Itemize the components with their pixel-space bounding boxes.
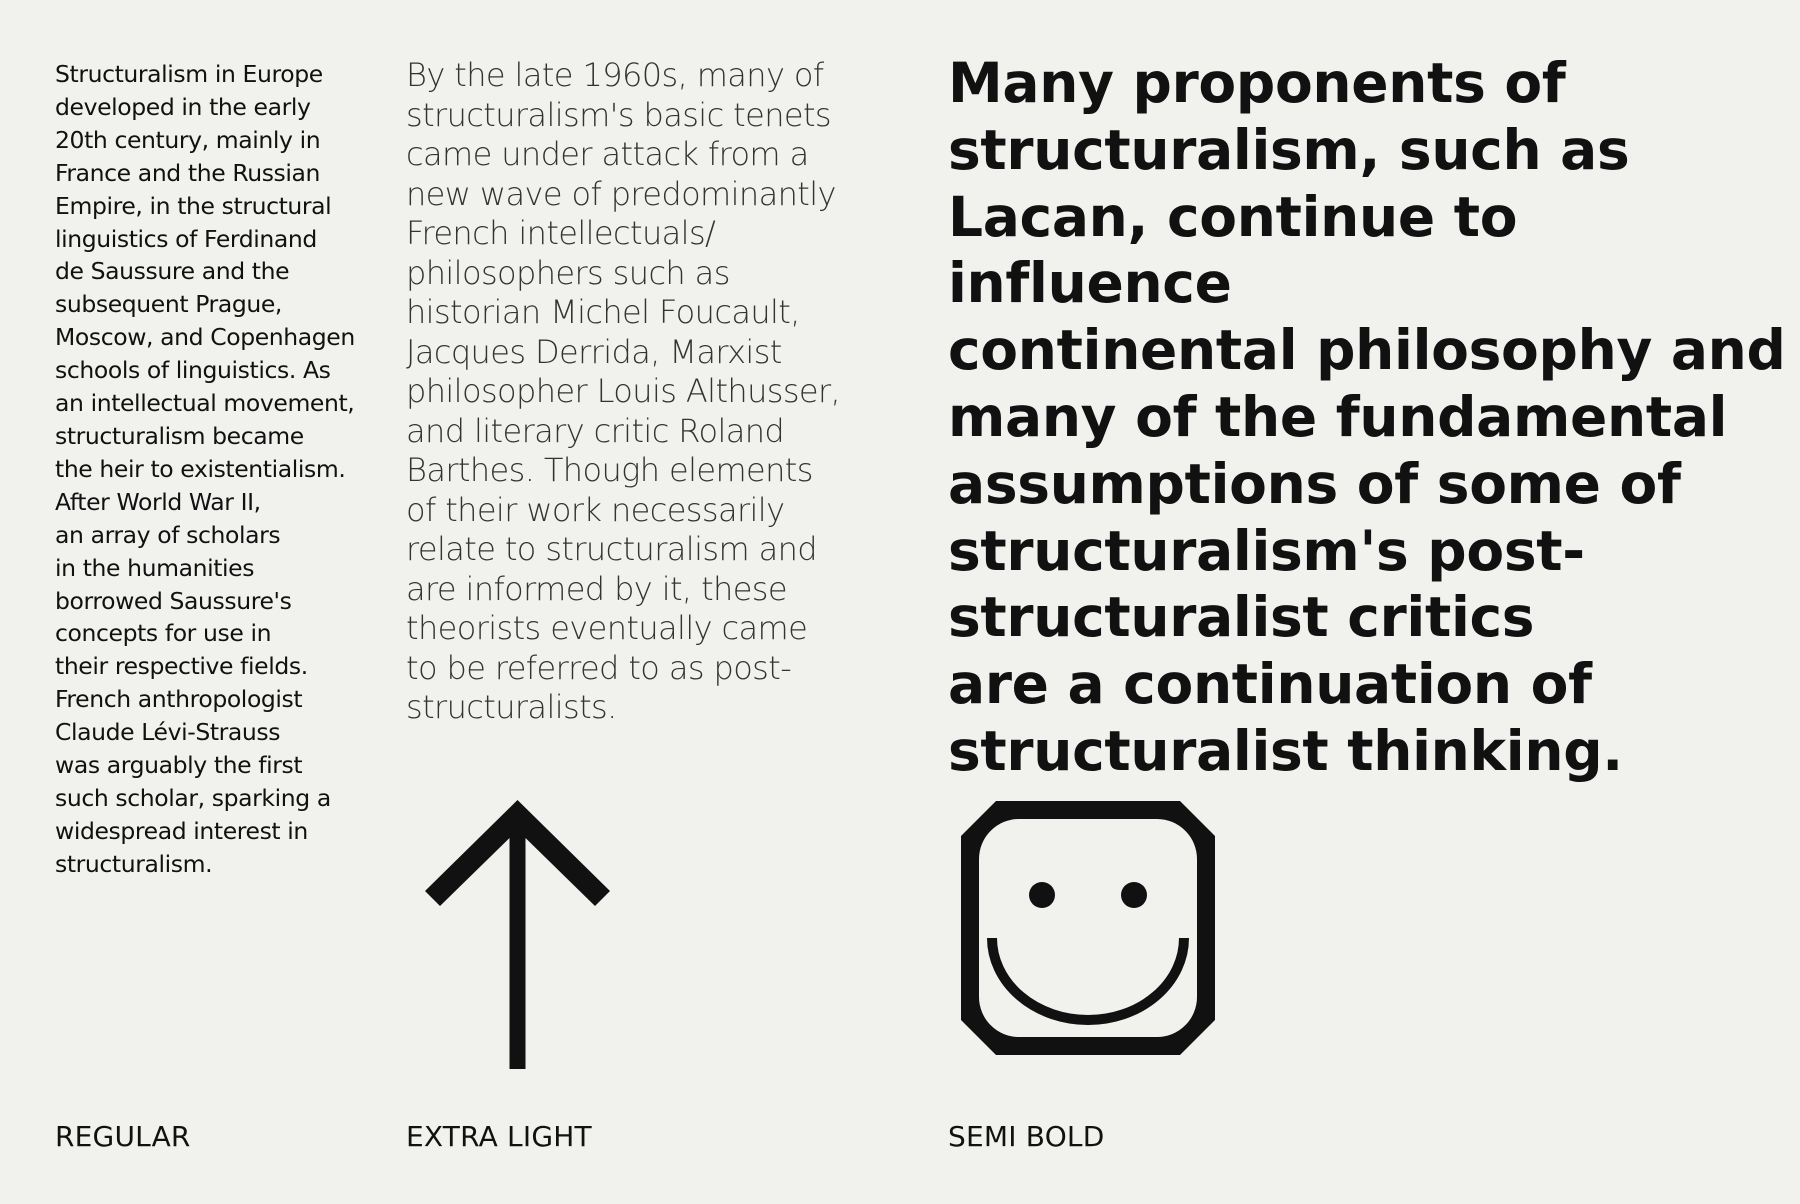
weight-label-regular: REGULAR — [55, 1120, 191, 1153]
extra-light-specimen-text: By the late 1960s, many of structuralism's basic tenets came under attack from a new wave of predominantly French intellectuals/ philosophers such as historian Michel Foucault, Jacques Derrida, Marxist philosopher Louis Althusser, and literary critic Roland Barthes. Though elements of their work necessarily relate to structuralism and are informed by it, these theorists eventually came to be referred to as post- structuralists. — [406, 56, 841, 726]
up-arrow-icon — [420, 795, 615, 1070]
weight-label-semi-bold: SEMI BOLD — [948, 1120, 1105, 1153]
weight-label-extra-light: EXTRA LIGHT — [406, 1120, 592, 1153]
regular-specimen-text: Structuralism in Europe developed in the early 20th century, mainly in France and the Russian Empire, in the structural linguistics of Ferdinand de Saussure and the subsequent Prague, Moscow, and Copenhagen schools of linguistics. As an intellectual movement, structuralism became the heir to existentialism. After World War II, an array of scholars in the humanities borrowed Saussure's concepts for use in their respective fields. French anthropologist Claude Lévi-Strauss was arguably the first such scholar, sparking a widespread interest in structuralism. — [55, 60, 355, 878]
semi-bold-specimen-text: Many proponents of structuralism, such as Lacan, continue to influence continental philosophy and many of the fundamental assumptions of some of structuralism's post- structuralist critics are a continuation of structuralist thinking. — [948, 51, 1786, 783]
smiley-face-icon — [948, 788, 1228, 1068]
